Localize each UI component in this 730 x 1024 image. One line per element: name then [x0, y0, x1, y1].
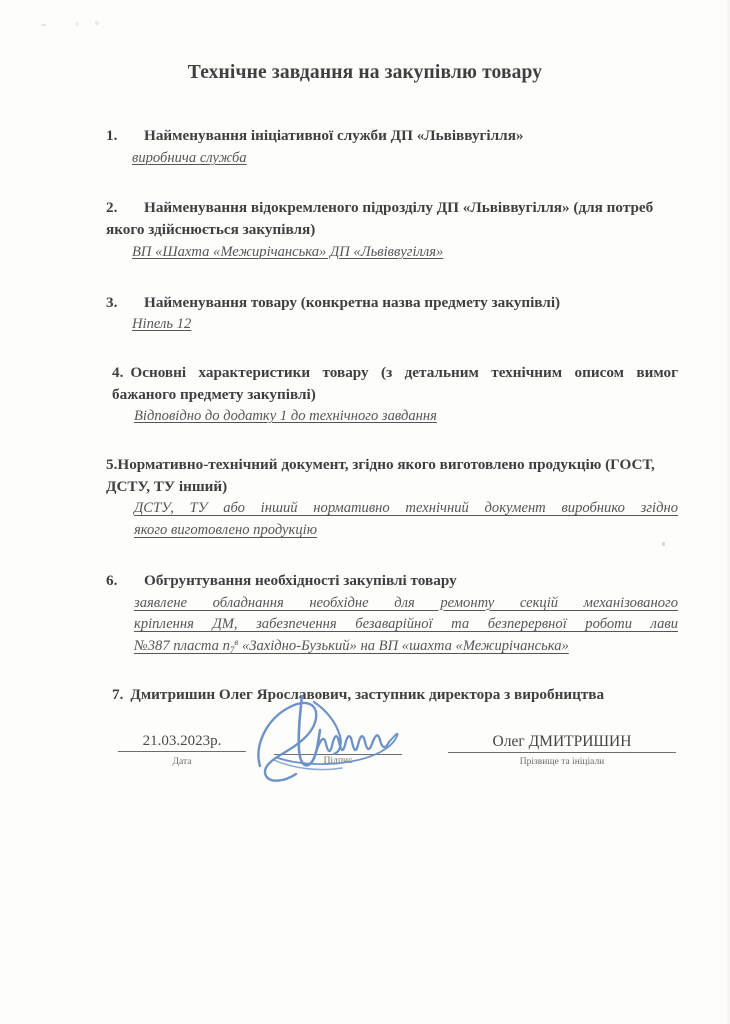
question-text-6: Обгрунтування необхідності закупівлі товару	[144, 571, 457, 589]
answer-text-4: Відповідно до додатку 1 до технічного завдання	[134, 408, 437, 425]
signature-caption: Підпис	[323, 756, 353, 766]
answer-6	[106, 593, 678, 659]
item-number-5: 5.	[106, 456, 118, 474]
question-text-5: Нормативно-технічний документ, згідно якого виготовлено продукцію (ГОСТ, ДСТУ, ТУ інший)	[106, 456, 655, 495]
answer-6-line-3	[134, 636, 569, 658]
item-number-4: 4.	[112, 363, 124, 381]
spacer	[106, 658, 678, 684]
answer-3	[106, 314, 678, 336]
answer-5-line-2: якого виготовлено продукцію	[134, 522, 318, 539]
item-number-1: 1.	[106, 127, 118, 144]
answer-6-line-2: кріплення ДМ, забезпечення безаварійної та безперервної роботи лави	[134, 616, 678, 633]
question-3	[106, 292, 678, 314]
signatory-name: Олег ДМИТРИШИН	[448, 733, 676, 753]
answer-text-1: виробнича служба	[132, 149, 247, 166]
answer-1	[106, 148, 678, 170]
spacer	[106, 336, 678, 362]
signature-block	[106, 700, 678, 780]
answer-text-3: Ніпель 12	[132, 316, 192, 333]
question-4	[106, 362, 678, 405]
answer-6-subscript: 7	[229, 645, 235, 656]
spacer	[106, 542, 678, 570]
signature-date-caption: Дата	[172, 757, 192, 767]
question-text-3: Найменування товару (конкретна назва предмету закупівлі)	[144, 293, 561, 311]
list-item-6	[106, 570, 678, 658]
scan-speck	[95, 21, 99, 25]
spacer	[106, 169, 678, 197]
item-number-3: 3.	[106, 293, 118, 311]
item-number-7: 7.	[112, 686, 124, 704]
answer-5	[106, 498, 678, 542]
question-5	[106, 454, 678, 497]
answer-4	[106, 406, 678, 428]
question-text-2: Найменування відокремленого підрозділу ДП «Львіввугілля» (для потреб якого здійснюється закупівля)	[106, 199, 654, 239]
answer-6-line-1: заявлене обладнання необхідне для ремонту секцій механізованого	[134, 594, 678, 611]
signatory-name-caption: Прізвище та ініціали	[519, 757, 605, 767]
handwritten-signature-icon	[244, 688, 424, 788]
question-text-1: Найменування ініціативної служби ДП «Львіввугілля»	[144, 127, 524, 144]
question-6	[106, 570, 678, 592]
item-number-2: 2.	[106, 199, 118, 217]
question-2	[106, 197, 678, 240]
answer-6-line-3-pre: №387 пласта п	[134, 638, 230, 655]
spacer	[106, 264, 678, 292]
document-body	[106, 125, 678, 706]
scan-speck	[75, 22, 79, 26]
answer-2	[106, 242, 678, 264]
question-text-4: Основні характеристики товару (з детальним технічним описом вимог бажаного предмету закупівлі)	[112, 363, 678, 403]
answer-6-line-3-post: «Західно-Бузький» на ВП «шахта «Межирічанська»	[238, 638, 569, 655]
signature-line	[274, 754, 402, 755]
scan-speck	[41, 24, 46, 26]
page-title: Технічне завдання на закупівлю товару	[187, 62, 543, 83]
list-item-2	[106, 197, 678, 263]
list-item-4	[106, 362, 678, 428]
answer-6-superscript: в	[234, 637, 239, 648]
list-item-1	[106, 125, 678, 169]
signature-date: 21.03.2023р.	[118, 733, 246, 752]
answer-text-2: ВП «Шахта «Межирічанська» ДП «Львіввугілля»	[132, 243, 444, 260]
spacer	[106, 428, 678, 454]
question-text-7: Дмитришин Олег Ярославович, заступник директора з виробництва	[130, 686, 605, 704]
item-number-6: 6.	[106, 571, 118, 589]
list-item-5	[106, 454, 678, 542]
question-1	[106, 125, 678, 147]
answer-5-line-1: ДСТУ, ТУ або інший нормативно технічний документ виробнико згідно	[134, 500, 678, 517]
list-item-3	[106, 292, 678, 336]
